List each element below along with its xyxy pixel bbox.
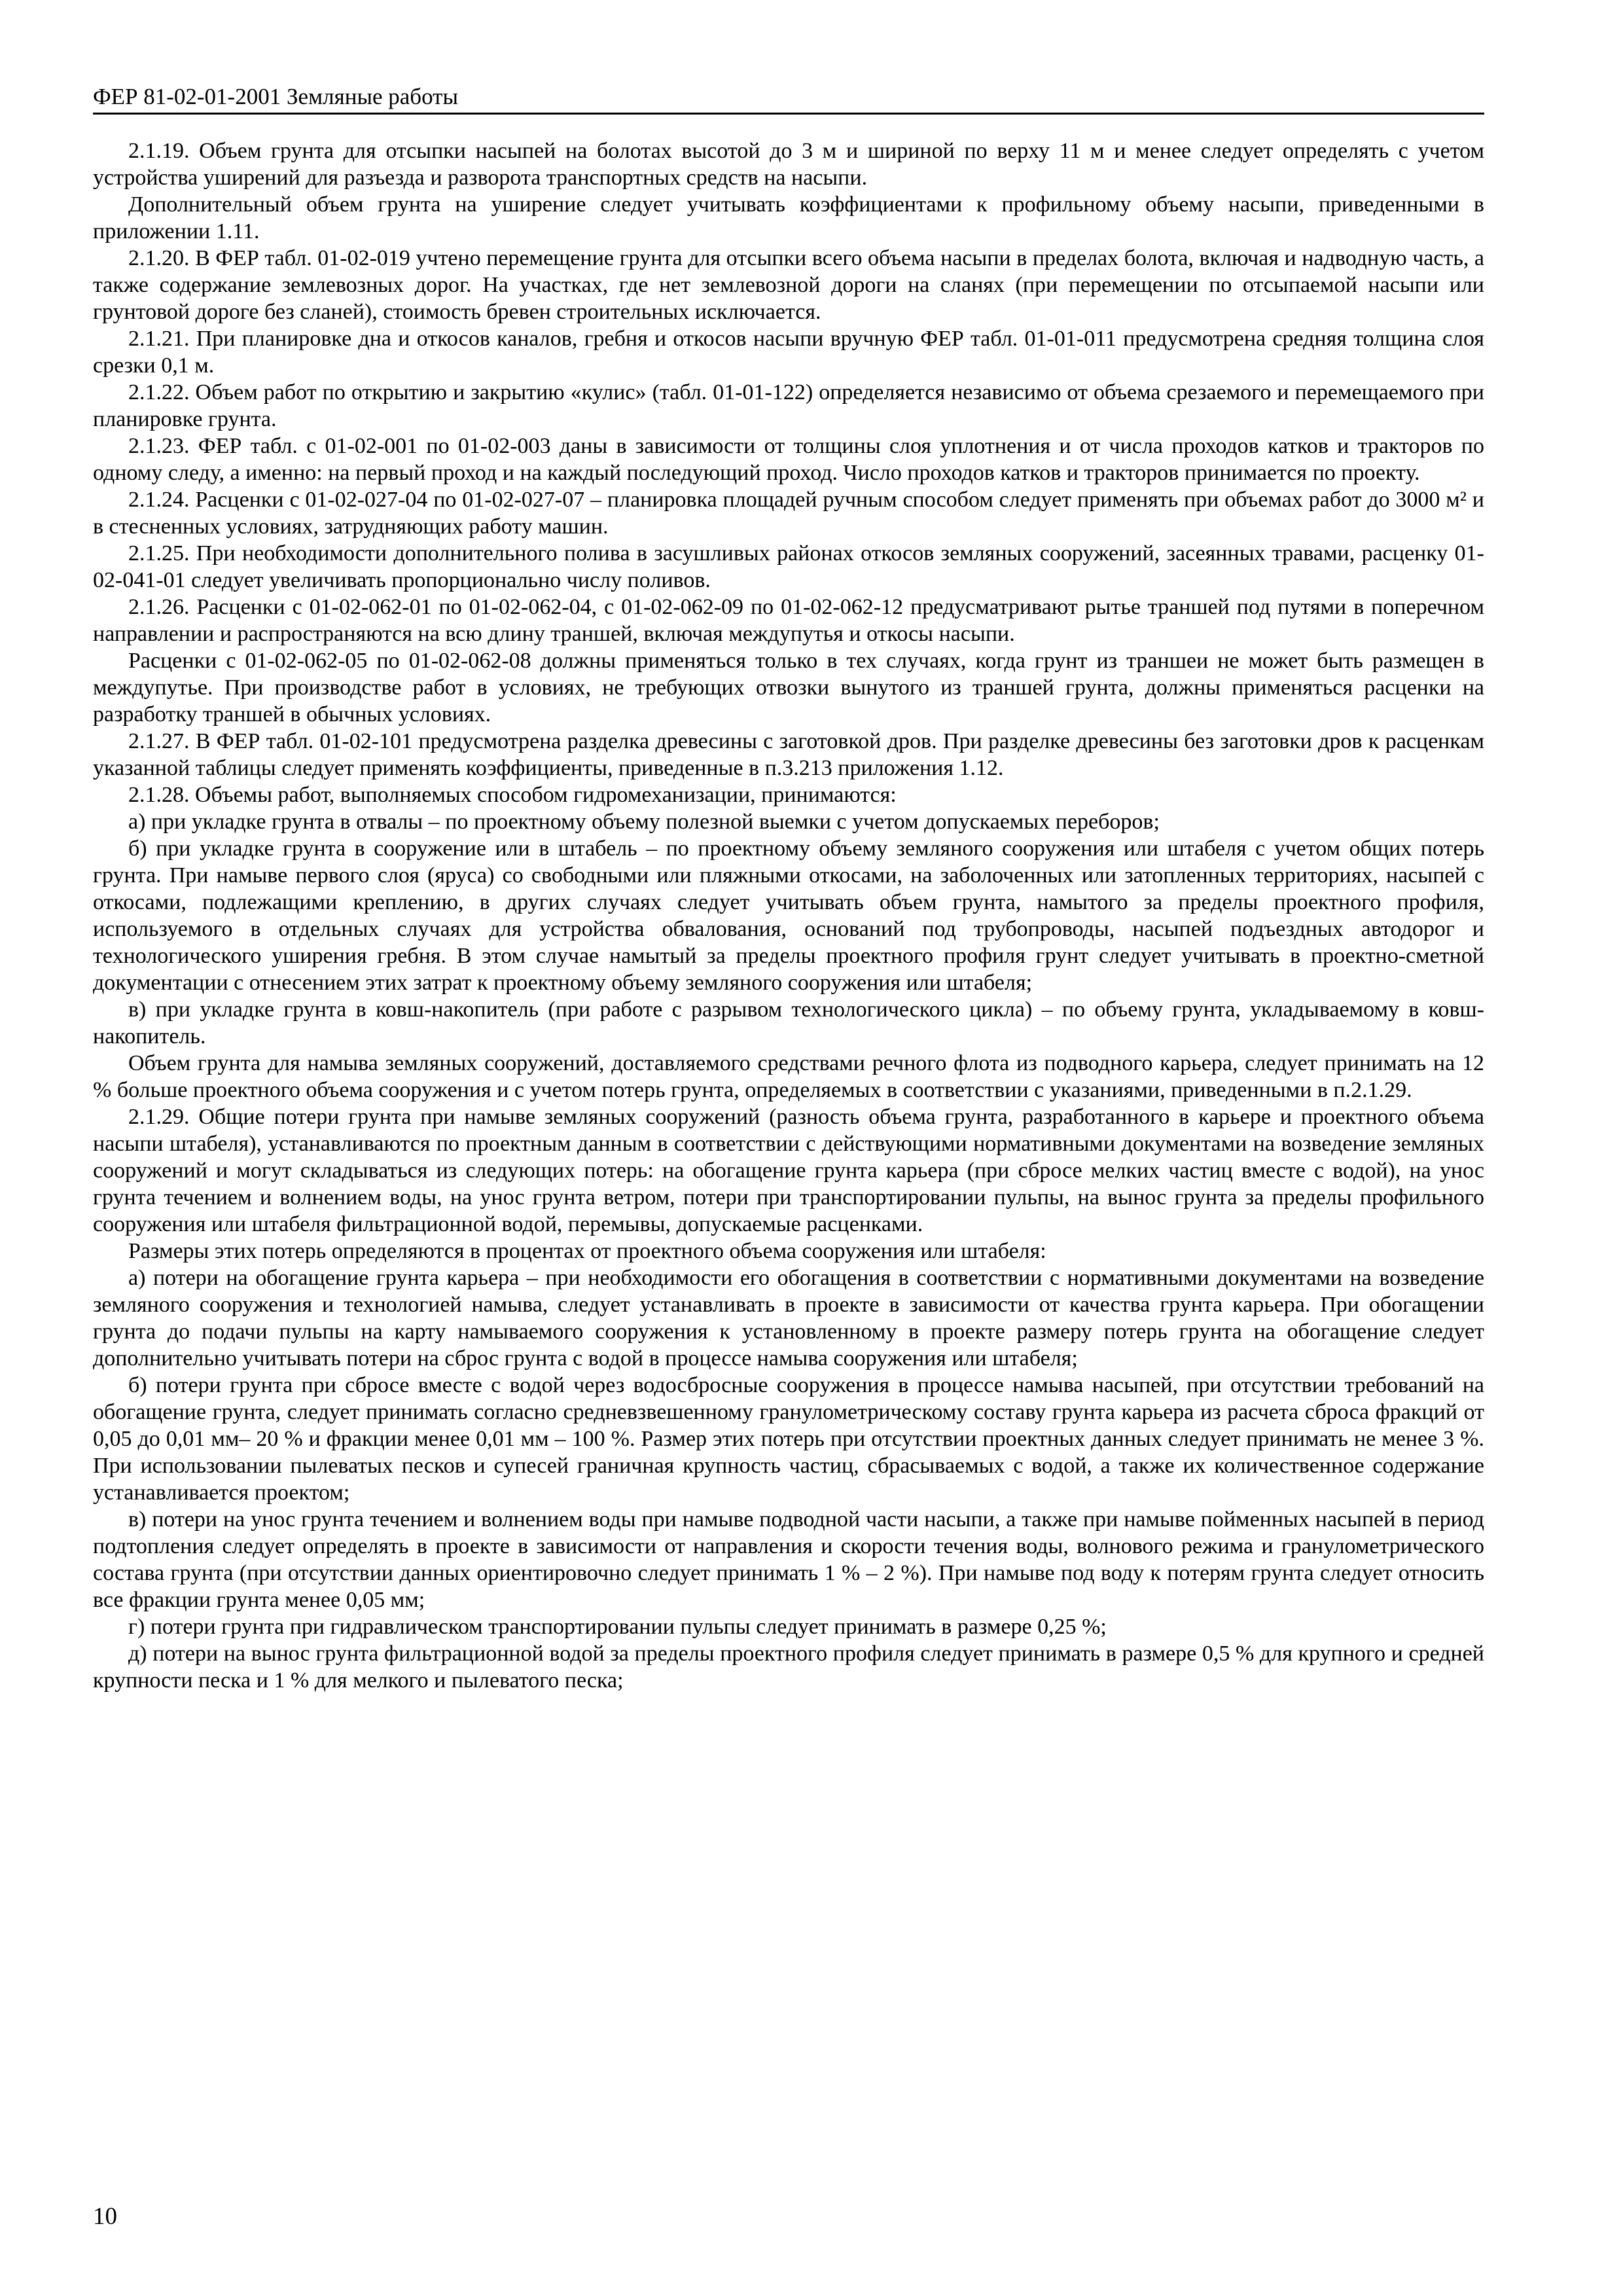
list-item-v-bucket: в) при укладке грунта в ковш-накопитель (при работе с разрывом технологического цикла) – по объему грунта, укладываемому в ковш-накопитель. [93, 997, 1484, 1049]
document-body [93, 137, 1484, 1694]
paragraph-2-1-27: 2.1.27. В ФЕР табл. 01-02-101 предусмотрена разделка древесины с заготовкой дров. При разделке древесины без заготовки дров к расценкам указанной таблицы следует применять коэффициенты, приведенные в п.3.213 приложения 1.12. [93, 729, 1484, 780]
paragraph-2-1-28: 2.1.28. Объемы работ, выполняемых способом гидромеханизации, принимаются: [128, 783, 897, 807]
list-item-a-enrichment: а) потери на обогащение грунта карьера – при необходимости его обогащения в соответствии с нормативными документами на возведение земляного сооружения и технологией намыва, следует устанавливать в проекте в зависимости от качества грунта карьера. При обогащении грунта до подачи пульпы на карту намываемого сооружения к установленному в проекте размеру потерь грунта на обогащение следует дополнительно учитывать потери на сброс грунта с водой в процессе намыва сооружения или штабеля; [93, 1266, 1484, 1371]
list-item-v-current: в) потери на унос грунта течением и волнением воды при намыве подводной части насыпи, а также при намыве пойменных насыпей в период подтопления следует определять в проекте в зависимости от направления и скорости течения воды, волнового режима и гранулометрического состава грунта (при отсутствии данных ориентировочно следует принимать 1 % – 2 %). При намыве под воду к потерям грунта следует относить все фракции грунта менее 0,05 мм; [93, 1507, 1484, 1612]
list-item-g-transport: г) потери грунта при гидравлическом транспортировании пульпы следует принимать в размере 0,25 %; [128, 1615, 1107, 1639]
paragraph-2-1-24: 2.1.24. Расценки с 01-02-027-04 по 01-02-027-07 – планировка площадей ручным способом следует применять при объемах работ до 3000 м² и в стесненных условиях, затрудняющих работу машин. [93, 488, 1484, 539]
header-title: ФЕР 81-02-01-2001 Земляные работы [93, 84, 458, 109]
page-header [93, 65, 1484, 115]
paragraph-rates-062: Расценки с 01-02-062-05 по 01-02-062-08 должны применяться только в тех случаях, когда грунт из траншеи не может быть размещен в междупутье. При производстве работ в условиях, не требующих отвозки вынутого из траншей грунта, должны применяться расценки на разработку траншей в обычных условиях. [93, 649, 1484, 726]
paragraph-2-1-21: 2.1.21. При планировке дна и откосов каналов, гребня и откосов насыпи вручную ФЕР табл. 01-01-011 предусмотрена средняя толщина слоя срезки 0,1 м. [93, 327, 1484, 378]
list-item-d-filtration: д) потери на вынос грунта фильтрационной водой за пределы проектного профиля следует принимать в размере 0,5 % для крупного и средней крупности песка и 1 % для мелкого и пылеватого песка; [93, 1641, 1484, 1693]
paragraph-2-1-23: 2.1.23. ФЕР табл. с 01-02-001 по 01-02-003 даны в зависимости от толщины слоя уплотнения и от числа проходов катков и тракторов по одному следу, а именно: на первый проход и на каждый последующий проход. Число проходов катков и тракторов принимается по проекту. [93, 434, 1484, 485]
paragraph-2-1-29: 2.1.29. Общие потери грунта при намыве земляных сооружений (разность объема грунта, разработанного в карьере и проектного объема насыпи штабеля), устанавливаются по проектным данным в соответствии с действующими нормативными документами на возведение земляных сооружений и могут складываться из следующих потерь: на обогащение грунта карьера (при сбросе мелких частиц вместе с водой), на унос грунта течением и волнением воды, на унос грунта ветром, потери при транспортировании пульпы, на вынос грунта за пределы профильного сооружения или штабеля фильтрационной водой, перемывы, допускаемые расценками. [93, 1105, 1484, 1236]
paragraph-additional-volume: Дополнительный объем грунта на уширение следует учитывать коэффициентами к профильному объему насыпи, приведенными в приложении 1.11. [93, 192, 1484, 243]
list-item-a-dumps: а) при укладке грунта в отвалы – по проектному объему полезной выемки с учетом допускаемых переборов; [128, 810, 1160, 834]
paragraph-2-1-19: 2.1.19. Объем грунта для отсыпки насыпей на болотах высотой до 3 м и шириной по верху 11 м и менее следует определять с учетом устройства уширений для разъезда и разворота транспортных средств на насыпи. [93, 139, 1484, 190]
paragraph-2-1-22: 2.1.22. Объем работ по открытию и закрытию «кулис» (табл. 01-01-122) определяется независимо от объема срезаемого и перемещаемого при планировке грунта. [93, 380, 1484, 431]
page-number: 10 [93, 2203, 117, 2230]
list-item-b-discharge: б) потери грунта при сбросе вместе с водой через водосбросные сооружения в процессе намыва насыпей, при отсутствии требований на обогащение грунта, следует принимать согласно средневзвешенному гранулометрическому составу грунта карьера из расчета сброса фракций от 0,05 до 0,01 мм– 20 % и фракции менее 0,01 мм – 100 %. Размер этих потерь при отсутствии проектных данных следует принимать не менее 3 %. При использовании пылеватых песков и супесей граничная крупность частиц, сбрасываемых с водой, а также их количественное содержание устанавливается проектом; [93, 1373, 1484, 1505]
paragraph-loss-sizes: Размеры этих потерь определяются в процентах от проектного объема сооружения или штабеля: [128, 1239, 1046, 1263]
paragraph-2-1-26: 2.1.26. Расценки с 01-02-062-01 по 01-02-062-04, с 01-02-062-09 по 01-02-062-12 предусматривают рытье траншей под путями в поперечном направлении и распространяются на всю длину траншей, включая междупутья и откосы насыпи. [93, 595, 1484, 646]
paragraph-river-fleet: Объем грунта для намыва земляных сооружений, доставляемого средствами речного флота из подводного карьера, следует принимать на 12 % больше проектного объема сооружения и с учетом потерь грунта, определяемых в соответствии с указаниями, приведенными в п.2.1.29. [93, 1051, 1484, 1102]
paragraph-2-1-25: 2.1.25. При необходимости дополнительного полива в засушливых районах откосов земляных сооружений, засеянных травами, расценку 01-02-041-01 следует увеличивать пропорционально числу поливов. [93, 541, 1484, 592]
list-item-b-structure: б) при укладке грунта в сооружение или в штабель – по проектному объему земляного сооружения или штабеля с учетом общих потерь грунта. При намыве первого слоя (яруса) со свободными или пляжными откосами, на заболоченных или затопленных территориях, насыпей с откосами, подлежащими креплению, в других случаях следует учитывать объем грунта, намытого за пределы проектного профиля, используемого в отдельных случаях для устройства обвалования, оснований под трубопроводы, насыпей подъездных автодорог и технологического уширения гребня. В этом случае намытый за пределы проектного профиля грунт следует учитывать в проектно-сметной документации с отнесением этих затрат к проектному объему земляного сооружения или штабеля; [93, 836, 1484, 995]
paragraph-2-1-20: 2.1.20. В ФЕР табл. 01-02-019 учтено перемещение грунта для отсыпки всего объема насыпи в пределах болота, включая и надводную часть, а также содержание землевозных дорог. На участках, где нет землевозной дороги на сланях (при перемещении по отсыпаемой насыпи или грунтовой дороге без сланей), стоимость бревен строительных исключается. [93, 246, 1484, 324]
